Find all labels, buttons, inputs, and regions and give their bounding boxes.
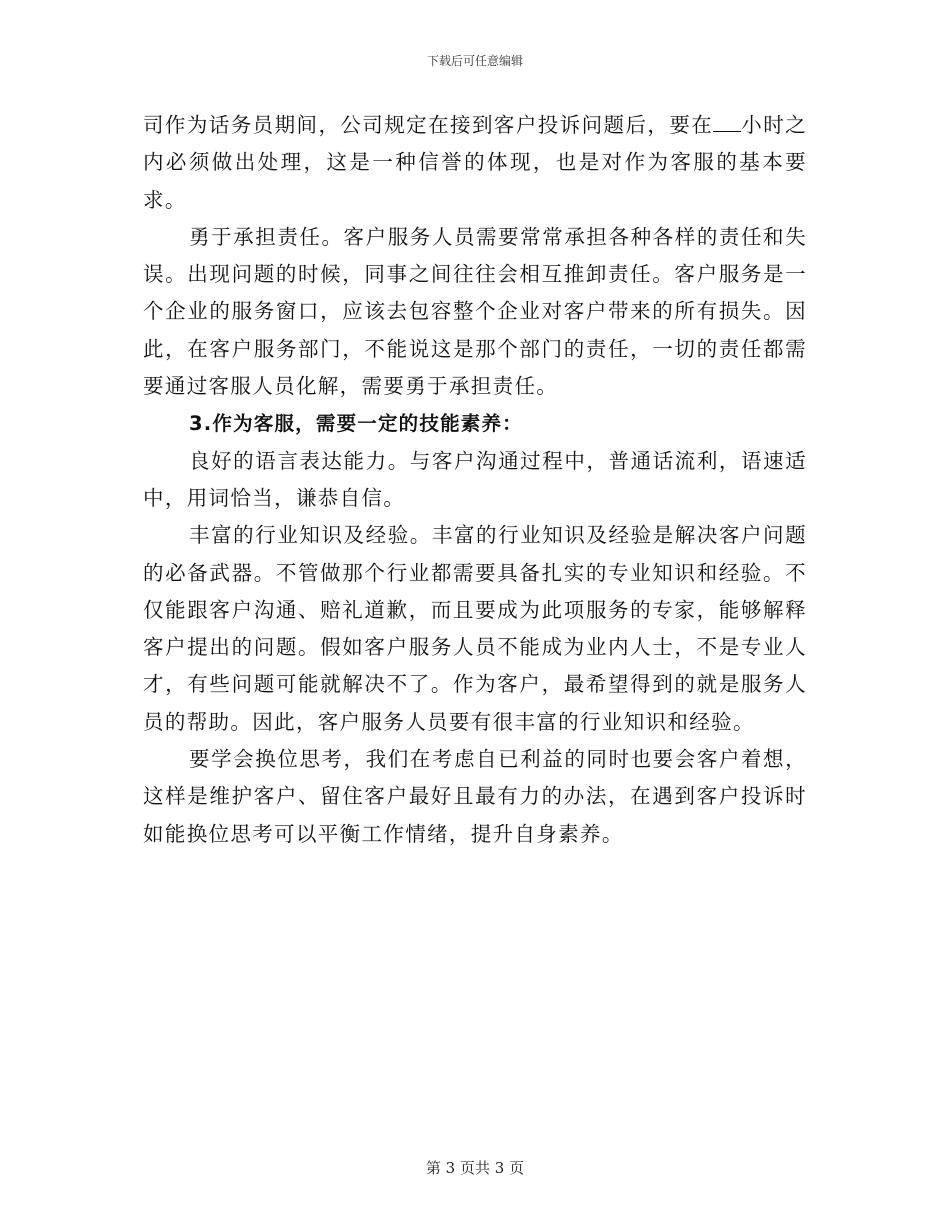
fill-in-blank xyxy=(713,113,741,132)
section-heading-skills: 3.作为客服，需要一定的技能素养： xyxy=(189,412,523,436)
paragraph-response-time xyxy=(143,107,807,219)
page-header: 下载后可任意编辑 xyxy=(426,54,523,68)
paragraph-text-before-blank: 司作为话务员期间，公司规定在接到客户投诉问题后，要在 xyxy=(143,113,714,137)
document-body xyxy=(143,107,807,853)
paragraph-language-ability: 良好的语言表达能力。与客户沟通过程中，普通话流利，语速适中，用词恰当，谦恭自信。 xyxy=(143,448,807,510)
paragraph-industry-knowledge: 丰富的行业知识及经验。丰富的行业知识及经验是解决客户问题的必备武器。不管做那个行业都需要具备扎实的专业知识和经验。不仅能跟客户沟通、赔礼道歉，而且要成为此项服务的专家，能够解释客户提出的问题。假如客户服务人员不能成为业内人士，不是专业人才，有些问题可能就解决不了。作为客户，最希望得到的就是服务人员的帮助。因此，客户服务人员要有很丰富的行业知识和经验。 xyxy=(143,523,807,734)
paragraph-take-responsibility: 勇于承担责任。客户服务人员需要常常承担各种各样的责任和失误。出现问题的时候，同事之间往往会相互推卸责任。客户服务是一个企业的服务窗口，应该去包容整个企业对客户带来的所有损失。因此，在客户服务部门，不能说这是那个部门的责任，一切的责任都需要通过客服人员化解，需要勇于承担责任。 xyxy=(143,224,807,399)
paragraph-empathy: 要学会换位思考，我们在考虑自已利益的同时也要会客户着想，这样是维护客户、留住客户最好且最有力的办法，在遇到客户投诉时如能换位思考可以平衡工作情绪，提升自身素养。 xyxy=(143,747,807,846)
page-footer: 第 3 页共 3 页 xyxy=(425,1159,525,1177)
paragraph-text-after-blank: 小时之内必须做出处理，这是一种信誉的体现，也是对作为客服的基本要求。 xyxy=(143,113,807,212)
